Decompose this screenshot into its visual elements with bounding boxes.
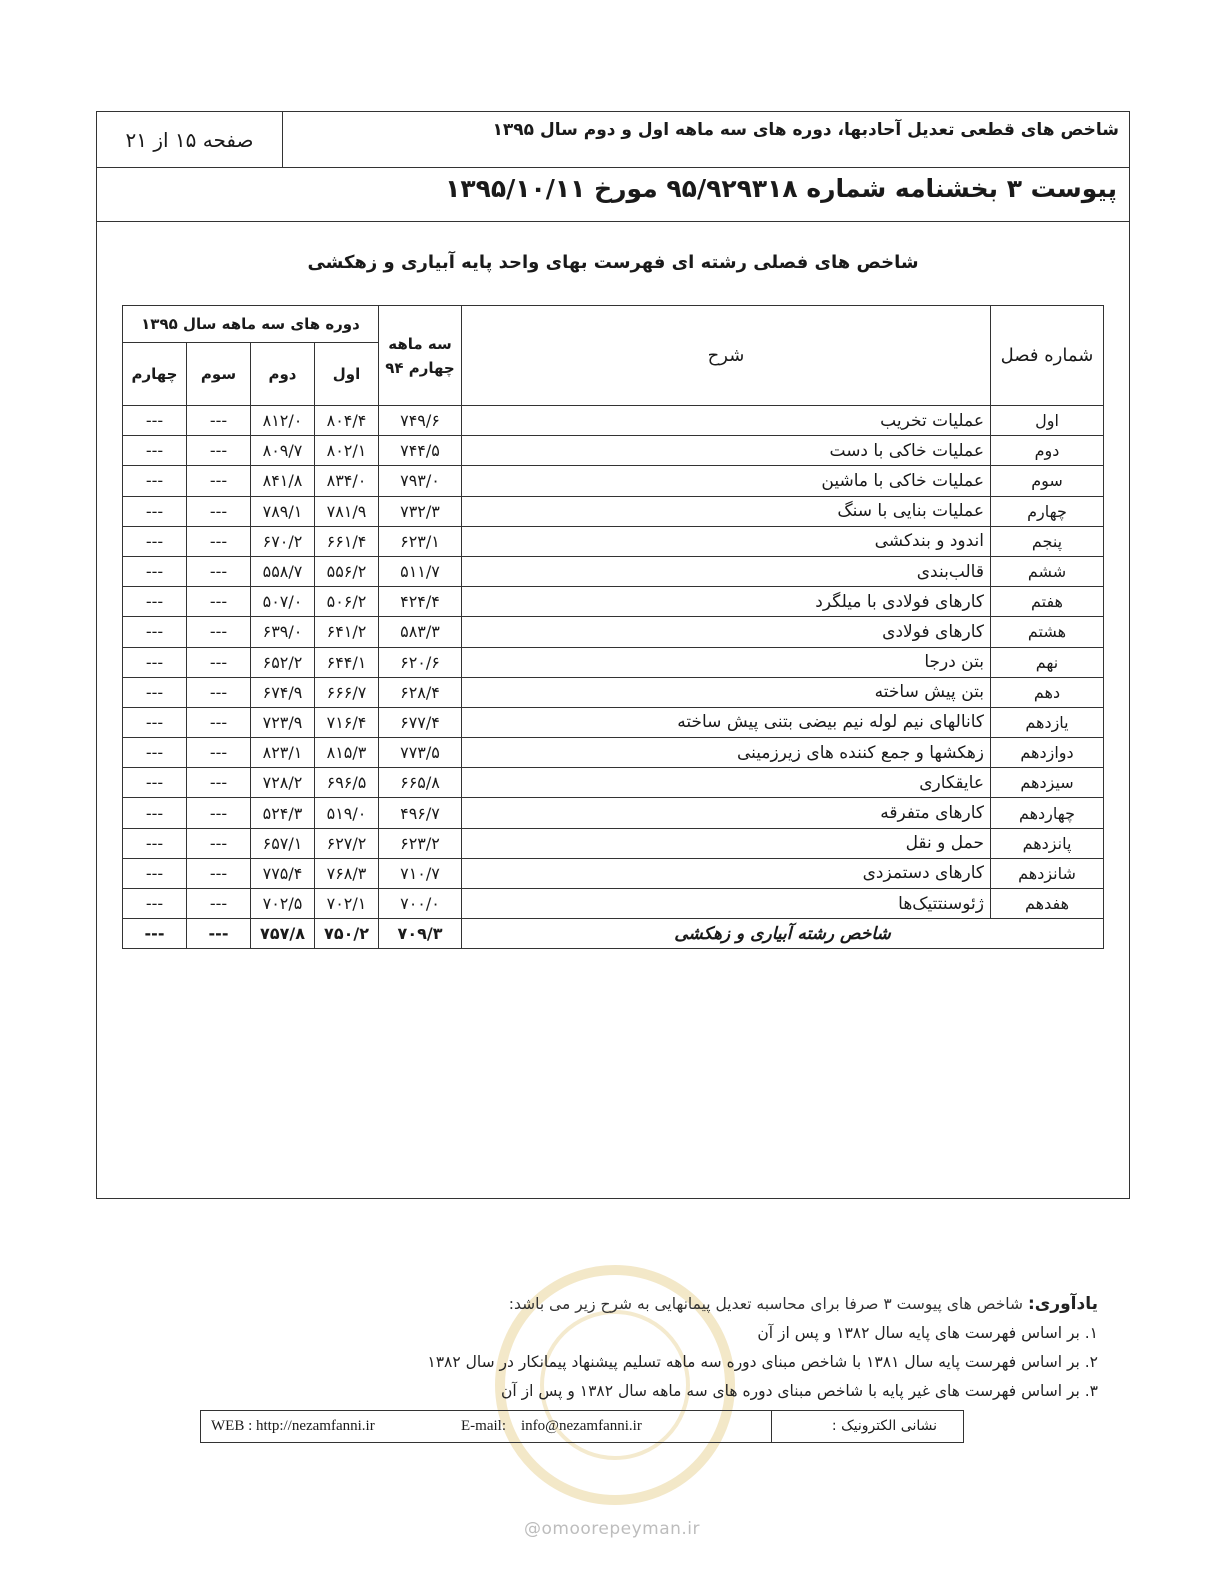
reminder-item: ۲. بر اساس فهرست پایه سال ۱۳۸۱ با شاخص مبنای دوره سه ماهه تسلیم پیشنهاد پیمانکار در سال ۱۳۸۲ (427, 1353, 1098, 1371)
cell-chapter: چهاردهم (991, 798, 1104, 828)
cell-q4-94: ۶۲۳/۲ (379, 828, 462, 858)
page-number: صفحه ۱۵ از ۲۱ (97, 112, 283, 167)
header-q2: دوم (251, 343, 315, 406)
cell-q1: ۶۴۴/۱ (315, 647, 379, 677)
table-row (123, 556, 1104, 586)
cell-q4-94: ۷۴۹/۶ (379, 406, 462, 436)
header-q1: اول (315, 343, 379, 406)
total-q4-94: ۷۰۹/۳ (379, 919, 462, 949)
source-site: @omoorepeyman.ir (523, 1519, 701, 1539)
cell-q4-94: ۴۲۴/۴ (379, 587, 462, 617)
cell-description: عملیات بنایی با سنگ (462, 496, 991, 526)
cell-q1: ۶۹۶/۵ (315, 768, 379, 798)
reminder-item: ۱. بر اساس فهرست های پایه سال ۱۳۸۲ و پس از آن (757, 1324, 1098, 1342)
cell-q4-94: ۵۱۱/۷ (379, 556, 462, 586)
cell-q4: --- (123, 526, 187, 556)
cell-chapter: هفتم (991, 587, 1104, 617)
cell-q2: ۶۵۲/۲ (251, 647, 315, 677)
reminder-lead: شاخص های پیوست ۳ صرفا برای محاسبه تعدیل پیمانهایی به شرح زیر می باشد: (508, 1295, 1028, 1313)
cell-description: کارهای متفرقه (462, 798, 991, 828)
header-q4-94-line2: چهارم ۹۴ (385, 358, 455, 377)
cell-q3: --- (187, 556, 251, 586)
table-row (123, 587, 1104, 617)
cell-q4-94: ۷۳۲/۳ (379, 496, 462, 526)
cell-q2: ۸۱۲/۰ (251, 406, 315, 436)
circular-reference: پیوست ۳ بخشنامه شماره ۹۵/۹۲۹۳۱۸ مورخ ۱۳۹۵/۱۰/۱۱ (445, 174, 1117, 203)
cell-chapter: هشتم (991, 617, 1104, 647)
header-row (97, 112, 1129, 168)
cell-q3: --- (187, 858, 251, 888)
cell-q1: ۶۶۶/۷ (315, 677, 379, 707)
cell-chapter: دوازدهم (991, 738, 1104, 768)
table-row (123, 677, 1104, 707)
cell-q4: --- (123, 587, 187, 617)
total-q1: ۷۵۰/۲ (315, 919, 379, 949)
cell-q1: ۶۴۱/۲ (315, 617, 379, 647)
cell-q2: ۵۰۷/۰ (251, 587, 315, 617)
total-label: شاخص رشته آبیاری و زهکشی (462, 919, 1104, 949)
cell-chapter: سیزدهم (991, 768, 1104, 798)
cell-q4: --- (123, 406, 187, 436)
cell-description: کارهای دستمزدی (462, 858, 991, 888)
cell-q3: --- (187, 828, 251, 858)
cell-description: کانالهای نیم لوله نیم بیضی بتنی پیش ساخته (462, 707, 991, 737)
total-row (123, 919, 1104, 949)
cell-q4: --- (123, 436, 187, 466)
table-row (123, 647, 1104, 677)
total-q2: ۷۵۷/۸ (251, 919, 315, 949)
cell-description: زهکشها و جمع کننده های زیرزمینی (462, 738, 991, 768)
cell-q1: ۶۲۷/۲ (315, 828, 379, 858)
cell-q4-94: ۴۹۶/۷ (379, 798, 462, 828)
cell-q4: --- (123, 647, 187, 677)
cell-q3: --- (187, 436, 251, 466)
cell-description: کارهای فولادی با میلگرد (462, 587, 991, 617)
cell-description: قالب‌بندی (462, 556, 991, 586)
cell-q3: --- (187, 587, 251, 617)
cell-description: عملیات خاکی با دست (462, 436, 991, 466)
cell-q4-94: ۵۸۳/۳ (379, 617, 462, 647)
cell-q2: ۶۷۰/۲ (251, 526, 315, 556)
cell-q2: ۷۲۳/۹ (251, 707, 315, 737)
table-row (123, 496, 1104, 526)
website-link[interactable]: WEB : http://nezamfanni.ir (211, 1418, 375, 1434)
cell-q4: --- (123, 828, 187, 858)
cell-q2: ۵۲۴/۳ (251, 798, 315, 828)
cell-q3: --- (187, 496, 251, 526)
cell-chapter: پنجم (991, 526, 1104, 556)
cell-chapter: ششم (991, 556, 1104, 586)
cell-q3: --- (187, 738, 251, 768)
cell-q2: ۵۵۸/۷ (251, 556, 315, 586)
cell-q1: ۵۵۶/۲ (315, 556, 379, 586)
header-q3: سوم (187, 343, 251, 406)
cell-q1: ۷۱۶/۴ (315, 707, 379, 737)
cell-description: بتن پیش ساخته (462, 677, 991, 707)
cell-q3: --- (187, 677, 251, 707)
header-q4-94 (379, 306, 462, 406)
cell-q1: ۵۰۶/۲ (315, 587, 379, 617)
cell-description: بتن درجا (462, 647, 991, 677)
cell-chapter: چهارم (991, 496, 1104, 526)
cell-chapter: یازدهم (991, 707, 1104, 737)
cell-chapter: هفدهم (991, 889, 1104, 919)
index-table (122, 305, 1104, 949)
cell-q2: ۶۵۷/۱ (251, 828, 315, 858)
cell-description: عایقکاری (462, 768, 991, 798)
reminder-label: یادآوری: (1027, 1294, 1098, 1314)
table-row (123, 828, 1104, 858)
header-quarters-1395: دوره های سه ماهه سال ۱۳۹۵ (123, 306, 379, 343)
cell-q1: ۷۰۲/۱ (315, 889, 379, 919)
cell-description: کارهای فولادی (462, 617, 991, 647)
total-q4: --- (123, 919, 187, 949)
cell-q4-94: ۷۴۴/۵ (379, 436, 462, 466)
table-row (123, 466, 1104, 496)
cell-q1: ۷۸۱/۹ (315, 496, 379, 526)
header-chapter: شماره فصل (991, 306, 1104, 406)
contact-box (200, 1410, 964, 1443)
table-title: شاخص های فصلی رشته ای فهرست بهای واحد پایه آبیاری و زهکشی (307, 252, 919, 273)
table-row (123, 436, 1104, 466)
cell-q3: --- (187, 798, 251, 828)
cell-q2: ۷۷۵/۴ (251, 858, 315, 888)
header-q4: چهارم (123, 343, 187, 406)
cell-q2: ۷۲۸/۲ (251, 768, 315, 798)
table-row (123, 526, 1104, 556)
cell-q4: --- (123, 496, 187, 526)
cell-q4: --- (123, 556, 187, 586)
cell-q4: --- (123, 889, 187, 919)
cell-q3: --- (187, 889, 251, 919)
cell-q4: --- (123, 768, 187, 798)
table-row (123, 406, 1104, 436)
table-row (123, 617, 1104, 647)
cell-q3: --- (187, 466, 251, 496)
table-row (123, 798, 1104, 828)
cell-q4-94: ۶۷۷/۴ (379, 707, 462, 737)
cell-q4-94: ۶۶۵/۸ (379, 768, 462, 798)
cell-q2: ۸۲۳/۱ (251, 738, 315, 768)
email-link[interactable]: E-mail: info@nezamfanni.ir (461, 1418, 642, 1434)
cell-q4-94: ۷۱۰/۷ (379, 858, 462, 888)
cell-q3: --- (187, 707, 251, 737)
cell-q1: ۷۶۸/۳ (315, 858, 379, 888)
cell-q1: ۸۱۵/۳ (315, 738, 379, 768)
cell-q1: ۸۳۴/۰ (315, 466, 379, 496)
cell-q4: --- (123, 677, 187, 707)
cell-q4: --- (123, 798, 187, 828)
cell-q2: ۷۸۹/۱ (251, 496, 315, 526)
cell-q4-94: ۶۲۰/۶ (379, 647, 462, 677)
reminder-note (378, 1290, 1098, 1406)
cell-q1: ۵۱۹/۰ (315, 798, 379, 828)
cell-q4-94: ۷۹۳/۰ (379, 466, 462, 496)
cell-description: عملیات تخریب (462, 406, 991, 436)
cell-chapter: پانزدهم (991, 828, 1104, 858)
cell-q1: ۸۰۲/۱ (315, 436, 379, 466)
cell-chapter: دوم (991, 436, 1104, 466)
circular-row (97, 168, 1129, 222)
cell-q3: --- (187, 617, 251, 647)
cell-q2: ۶۷۴/۹ (251, 677, 315, 707)
cell-chapter: دهم (991, 677, 1104, 707)
cell-q4: --- (123, 707, 187, 737)
cell-q4-94: ۷۷۳/۵ (379, 738, 462, 768)
cell-chapter: شانزدهم (991, 858, 1104, 888)
cell-q4: --- (123, 466, 187, 496)
cell-description: عملیات خاکی با ماشین (462, 466, 991, 496)
cell-q3: --- (187, 647, 251, 677)
cell-q4: --- (123, 738, 187, 768)
cell-q3: --- (187, 768, 251, 798)
cell-q1: ۶۶۱/۴ (315, 526, 379, 556)
cell-chapter: اول (991, 406, 1104, 436)
cell-q2: ۸۰۹/۷ (251, 436, 315, 466)
cell-q3: --- (187, 406, 251, 436)
cell-q4-94: ۶۲۸/۴ (379, 677, 462, 707)
page-frame (96, 111, 1130, 1199)
table-row (123, 768, 1104, 798)
table-row (123, 738, 1104, 768)
cell-q4: --- (123, 617, 187, 647)
table-row (123, 858, 1104, 888)
cell-q4-94: ۶۲۳/۱ (379, 526, 462, 556)
contact-label: نشانی الکترونیک : (771, 1411, 963, 1442)
cell-q4: --- (123, 858, 187, 888)
cell-q2: ۸۴۱/۸ (251, 466, 315, 496)
cell-description: حمل و نقل (462, 828, 991, 858)
cell-description: ژئوسنتتیک‌ها (462, 889, 991, 919)
table-row (123, 707, 1104, 737)
total-q3: --- (187, 919, 251, 949)
document-title: شاخص های قطعی تعدیل آحادبها، دوره های سه ماهه اول و دوم سال ۱۳۹۵ (492, 120, 1119, 140)
cell-description: اندود و بندکشی (462, 526, 991, 556)
reminder-item: ۳. بر اساس فهرست های غیر پایه با شاخص مبنای دوره های سه ماهه سال ۱۳۸۲ و پس از آن (501, 1382, 1098, 1400)
cell-chapter: نهم (991, 647, 1104, 677)
cell-q2: ۶۳۹/۰ (251, 617, 315, 647)
header-q4-94-line1: سه ماهه (388, 334, 452, 353)
cell-q1: ۸۰۴/۴ (315, 406, 379, 436)
cell-q2: ۷۰۲/۵ (251, 889, 315, 919)
cell-chapter: سوم (991, 466, 1104, 496)
cell-q3: --- (187, 526, 251, 556)
table-body (123, 406, 1104, 949)
header-description: شرح (462, 306, 991, 406)
table-row (123, 889, 1104, 919)
cell-q4-94: ۷۰۰/۰ (379, 889, 462, 919)
